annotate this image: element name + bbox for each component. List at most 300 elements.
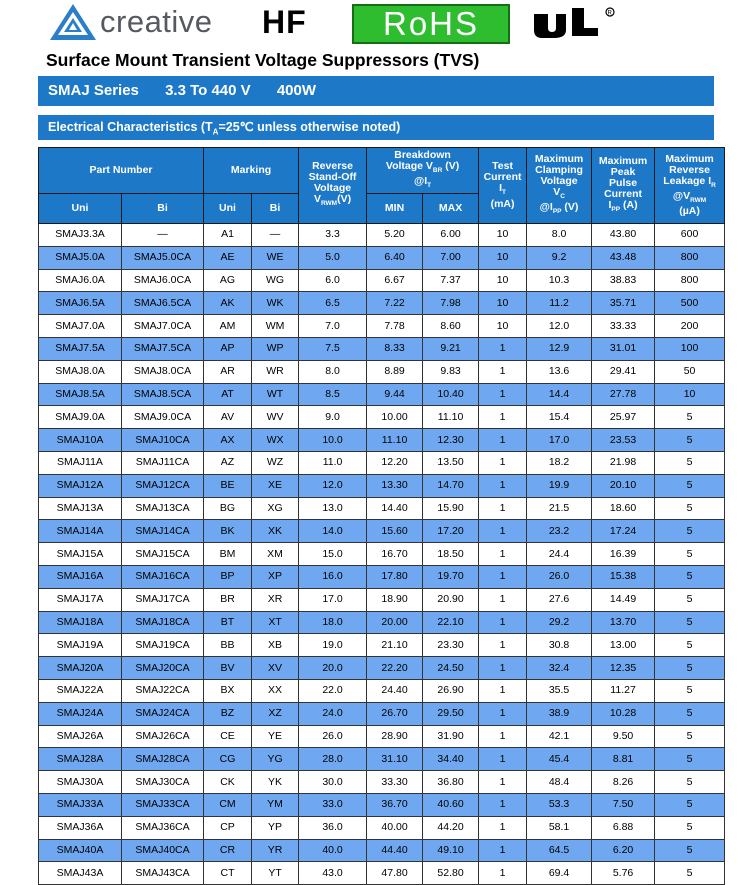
table-cell: 22.0 — [299, 679, 367, 702]
table-cell: SMAJ14A — [39, 520, 122, 543]
table-cell: 5 — [655, 406, 725, 429]
table-cell: 25.97 — [592, 406, 655, 429]
table-cell: 64.5 — [527, 839, 592, 862]
table-row — [39, 406, 725, 429]
table-row — [39, 748, 725, 771]
table-cell: 40.60 — [423, 793, 479, 816]
table-cell: 16.70 — [367, 543, 423, 566]
table-cell: 48.4 — [527, 771, 592, 794]
table-row — [39, 793, 725, 816]
table-cell: 5 — [655, 702, 725, 725]
table-cell: AR — [204, 360, 252, 383]
table-cell: 7.50 — [592, 793, 655, 816]
header-reverse-leakage: Maximum Reverse Leakage $I_R$ $@V_{RWM}$ (µA) — [655, 148, 725, 224]
table-cell: SMAJ3.3A — [39, 224, 122, 247]
table-cell: 14.40 — [367, 497, 423, 520]
table-cell: 15.60 — [367, 520, 423, 543]
table-cell: 29.50 — [423, 702, 479, 725]
table-cell: 8.26 — [592, 771, 655, 794]
table-cell: 45.4 — [527, 748, 592, 771]
table-row — [39, 771, 725, 794]
table-cell: 44.40 — [367, 839, 423, 862]
elec-bar-pre: Electrical Characteristics (T — [48, 120, 213, 134]
table-cell: 10 — [655, 383, 725, 406]
table-cell: 26.90 — [423, 679, 479, 702]
elec-bar-post: =25℃ unless otherwise noted) — [218, 120, 401, 134]
creative-logo-icon — [48, 2, 98, 42]
table-row — [39, 315, 725, 338]
table-cell: XV — [252, 657, 299, 680]
table-cell: 18.0 — [299, 611, 367, 634]
table-cell: SMAJ7.5CA — [122, 337, 204, 360]
table-cell: 10 — [479, 224, 527, 247]
table-cell: 1 — [479, 474, 527, 497]
table-cell: XP — [252, 565, 299, 588]
table-cell: 5 — [655, 771, 725, 794]
ul-mark-icon — [532, 6, 616, 45]
table-cell: AK — [204, 292, 252, 315]
table-cell: SMAJ19A — [39, 634, 122, 657]
table-cell: SMAJ28A — [39, 748, 122, 771]
table-cell: YK — [252, 771, 299, 794]
table-cell: 500 — [655, 292, 725, 315]
table-cell: 53.3 — [527, 793, 592, 816]
table-cell: 11.10 — [367, 429, 423, 452]
table-cell: SMAJ11CA — [122, 451, 204, 474]
elec-bar-sub: A — [212, 127, 219, 137]
table-cell: 27.6 — [527, 588, 592, 611]
header-marking-bi: Bi — [252, 194, 299, 224]
table-cell: 22.20 — [367, 657, 423, 680]
table-cell: SMAJ15CA — [122, 543, 204, 566]
table-cell: 17.80 — [367, 565, 423, 588]
table-row — [39, 657, 725, 680]
table-cell: SMAJ20CA — [122, 657, 204, 680]
table-row — [39, 679, 725, 702]
table-cell: WR — [252, 360, 299, 383]
hf-mark: HF — [262, 4, 307, 40]
table-cell: 200 — [655, 315, 725, 338]
table-cell: 13.6 — [527, 360, 592, 383]
table-cell: SMAJ24A — [39, 702, 122, 725]
table-cell: 5 — [655, 793, 725, 816]
table-cell: 12.0 — [299, 474, 367, 497]
header-peak-pulse-current: Maximum Peak Pulse Current $I_{PP}$ (A) — [592, 148, 655, 224]
table-cell: WV — [252, 406, 299, 429]
table-cell: CE — [204, 725, 252, 748]
table-cell: 1 — [479, 816, 527, 839]
table-cell: CR — [204, 839, 252, 862]
table-cell: 49.10 — [423, 839, 479, 862]
header-reverse-standoff: Reverse Stand-Off Voltage $V_{RWM}(V)$ — [299, 148, 367, 224]
table-cell: SMAJ22CA — [122, 679, 204, 702]
table-cell: 5 — [655, 816, 725, 839]
electrical-characteristics-bar — [38, 115, 714, 140]
table-cell: SMAJ16A — [39, 565, 122, 588]
table-cell: SMAJ8.0CA — [122, 360, 204, 383]
table-cell: 13.70 — [592, 611, 655, 634]
table-cell: SMAJ15A — [39, 543, 122, 566]
table-cell: 50 — [655, 360, 725, 383]
table-cell: 13.50 — [423, 451, 479, 474]
table-cell: 31.10 — [367, 748, 423, 771]
table-cell: SMAJ17CA — [122, 588, 204, 611]
table-cell: 10.0 — [299, 429, 367, 452]
table-cell: SMAJ30A — [39, 771, 122, 794]
table-cell: SMAJ5.0CA — [122, 246, 204, 269]
table-cell: CM — [204, 793, 252, 816]
table-cell: SMAJ36A — [39, 816, 122, 839]
table-cell: 5 — [655, 565, 725, 588]
table-cell: 6.67 — [367, 269, 423, 292]
table-cell: 36.70 — [367, 793, 423, 816]
table-cell: XB — [252, 634, 299, 657]
header-marking-uni: Uni — [204, 194, 252, 224]
table-cell: 15.4 — [527, 406, 592, 429]
table-row — [39, 543, 725, 566]
table-cell: XE — [252, 474, 299, 497]
table-cell: 8.81 — [592, 748, 655, 771]
table-cell: BG — [204, 497, 252, 520]
table-cell: 14.4 — [527, 383, 592, 406]
table-cell: 1 — [479, 360, 527, 383]
table-cell: 11.27 — [592, 679, 655, 702]
table-cell: 24.50 — [423, 657, 479, 680]
table-cell: CP — [204, 816, 252, 839]
table-cell: 1 — [479, 839, 527, 862]
table-cell: 1 — [479, 429, 527, 452]
table-cell: 29.2 — [527, 611, 592, 634]
table-cell: 7.5 — [299, 337, 367, 360]
creative-logo — [48, 0, 213, 44]
table-cell: AP — [204, 337, 252, 360]
table-cell: 12.30 — [423, 429, 479, 452]
table-cell: 23.30 — [423, 634, 479, 657]
table-cell: 23.2 — [527, 520, 592, 543]
table-cell: 6.0 — [299, 269, 367, 292]
table-cell: 17.0 — [299, 588, 367, 611]
table-cell: 5 — [655, 634, 725, 657]
table-cell: 1 — [479, 771, 527, 794]
table-cell: 9.44 — [367, 383, 423, 406]
table-cell: WM — [252, 315, 299, 338]
table-row — [39, 224, 725, 247]
table-cell: 47.80 — [367, 862, 423, 885]
table-cell: 11.2 — [527, 292, 592, 315]
table-cell: 1 — [479, 520, 527, 543]
table-cell: — — [122, 224, 204, 247]
table-cell: SMAJ8.0A — [39, 360, 122, 383]
table-cell: SMAJ20A — [39, 657, 122, 680]
table-cell: 8.0 — [299, 360, 367, 383]
table-cell: 8.0 — [527, 224, 592, 247]
table-cell: 1 — [479, 337, 527, 360]
table-cell: 26.0 — [299, 725, 367, 748]
table-cell: SMAJ10A — [39, 429, 122, 452]
table-cell: 100 — [655, 337, 725, 360]
table-cell: 15.38 — [592, 565, 655, 588]
table-cell: 12.20 — [367, 451, 423, 474]
table-cell: 5 — [655, 611, 725, 634]
table-cell: XG — [252, 497, 299, 520]
table-cell: 27.78 — [592, 383, 655, 406]
header-max: MAX — [423, 194, 479, 224]
table-cell: 1 — [479, 657, 527, 680]
table-cell: SMAJ40CA — [122, 839, 204, 862]
table-cell: 6.5 — [299, 292, 367, 315]
table-cell: SMAJ11A — [39, 451, 122, 474]
table-cell: XT — [252, 611, 299, 634]
table-cell: 5.76 — [592, 862, 655, 885]
table-cell: 44.20 — [423, 816, 479, 839]
table-cell: BR — [204, 588, 252, 611]
table-cell: 12.0 — [527, 315, 592, 338]
table-cell: XZ — [252, 702, 299, 725]
table-cell: 10.40 — [423, 383, 479, 406]
table-cell: 5 — [655, 543, 725, 566]
table-cell: YM — [252, 793, 299, 816]
table-cell: SMAJ26A — [39, 725, 122, 748]
table-cell: 1 — [479, 634, 527, 657]
table-cell: 1 — [479, 383, 527, 406]
table-cell: 5 — [655, 679, 725, 702]
table-cell: YG — [252, 748, 299, 771]
table-cell: 17.0 — [527, 429, 592, 452]
table-cell: 28.0 — [299, 748, 367, 771]
table-cell: XX — [252, 679, 299, 702]
table-cell: 6.00 — [423, 224, 479, 247]
table-cell: 8.5 — [299, 383, 367, 406]
table-cell: 33.33 — [592, 315, 655, 338]
table-cell: BT — [204, 611, 252, 634]
table-cell: 7.0 — [299, 315, 367, 338]
table-cell: 69.4 — [527, 862, 592, 885]
table-cell: WT — [252, 383, 299, 406]
table-cell: 30.0 — [299, 771, 367, 794]
table-cell: 18.2 — [527, 451, 592, 474]
table-cell: YR — [252, 839, 299, 862]
table-cell: 24.4 — [527, 543, 592, 566]
table-cell: BM — [204, 543, 252, 566]
table-cell: 58.1 — [527, 816, 592, 839]
table-row — [39, 474, 725, 497]
table-cell: 29.41 — [592, 360, 655, 383]
table-row — [39, 497, 725, 520]
svg-text:R: R — [607, 10, 612, 17]
table-cell: 14.0 — [299, 520, 367, 543]
table-cell: SMAJ18A — [39, 611, 122, 634]
table-cell: XR — [252, 588, 299, 611]
table-cell: 5 — [655, 657, 725, 680]
table-cell: 7.37 — [423, 269, 479, 292]
table-row — [39, 269, 725, 292]
table-cell: 800 — [655, 269, 725, 292]
header-uni: Uni — [39, 194, 122, 224]
table-row — [39, 520, 725, 543]
table-cell: SMAJ7.5A — [39, 337, 122, 360]
table-cell: 21.10 — [367, 634, 423, 657]
table-cell: 1 — [479, 611, 527, 634]
table-cell: AG — [204, 269, 252, 292]
table-cell: 15.0 — [299, 543, 367, 566]
table-cell: 5 — [655, 474, 725, 497]
table-cell: SMAJ12A — [39, 474, 122, 497]
table-cell: SMAJ18CA — [122, 611, 204, 634]
table-cell: SMAJ33A — [39, 793, 122, 816]
series-power: 400W — [276, 82, 317, 99]
table-cell: 26.70 — [367, 702, 423, 725]
table-cell: 5.0 — [299, 246, 367, 269]
table-cell: CK — [204, 771, 252, 794]
table-cell: 21.5 — [527, 497, 592, 520]
table-cell: 20.0 — [299, 657, 367, 680]
table-cell: 19.9 — [527, 474, 592, 497]
table-row — [39, 725, 725, 748]
table-cell: 30.8 — [527, 634, 592, 657]
page-title: Surface Mount Transient Voltage Suppressors (TVS) — [46, 50, 480, 70]
table-cell: 5 — [655, 429, 725, 452]
table-cell: SMAJ9.0CA — [122, 406, 204, 429]
table-row — [39, 360, 725, 383]
table-cell: WK — [252, 292, 299, 315]
table-cell: SMAJ24CA — [122, 702, 204, 725]
table-cell: SMAJ26CA — [122, 725, 204, 748]
table-cell: SMAJ14CA — [122, 520, 204, 543]
table-row — [39, 816, 725, 839]
table-cell: 17.20 — [423, 520, 479, 543]
table-cell: AM — [204, 315, 252, 338]
table-cell: 40.0 — [299, 839, 367, 862]
table-cell: SMAJ10CA — [122, 429, 204, 452]
table-cell: 1 — [479, 565, 527, 588]
table-cell: 15.90 — [423, 497, 479, 520]
table-cell: SMAJ6.0CA — [122, 269, 204, 292]
table-cell: SMAJ7.0A — [39, 315, 122, 338]
table-cell: 11.10 — [423, 406, 479, 429]
table-cell: SMAJ5.0A — [39, 246, 122, 269]
table-cell: 5 — [655, 588, 725, 611]
table-cell: 36.80 — [423, 771, 479, 794]
table-cell: — — [252, 224, 299, 247]
table-cell: AT — [204, 383, 252, 406]
table-cell: SMAJ16CA — [122, 565, 204, 588]
table-cell: 6.40 — [367, 246, 423, 269]
table-cell: SMAJ7.0CA — [122, 315, 204, 338]
table-row — [39, 383, 725, 406]
header-bi: Bi — [122, 194, 204, 224]
table-cell: 35.5 — [527, 679, 592, 702]
table-cell: 19.70 — [423, 565, 479, 588]
table-cell: 5.20 — [367, 224, 423, 247]
series-voltage: 3.3 To 440 V — [165, 82, 251, 99]
table-cell: 23.53 — [592, 429, 655, 452]
table-cell: 20.10 — [592, 474, 655, 497]
table-cell: WZ — [252, 451, 299, 474]
table-cell: YE — [252, 725, 299, 748]
header-part-number: Part Number — [39, 148, 204, 194]
table-cell: 52.80 — [423, 862, 479, 885]
table-cell: 38.83 — [592, 269, 655, 292]
table-cell: 1 — [479, 543, 527, 566]
table-cell: 8.89 — [367, 360, 423, 383]
table-cell: 12.35 — [592, 657, 655, 680]
table-cell: 13.0 — [299, 497, 367, 520]
table-cell: 8.60 — [423, 315, 479, 338]
table-cell: 800 — [655, 246, 725, 269]
table-cell: 600 — [655, 224, 725, 247]
electrical-characteristics-table — [38, 147, 725, 885]
table-cell: 9.83 — [423, 360, 479, 383]
table-row — [39, 702, 725, 725]
table-cell: AX — [204, 429, 252, 452]
table-cell: 33.30 — [367, 771, 423, 794]
table-cell: 5 — [655, 497, 725, 520]
table-cell: 38.9 — [527, 702, 592, 725]
table-cell: BV — [204, 657, 252, 680]
table-cell: 1 — [479, 497, 527, 520]
table-cell: SMAJ9.0A — [39, 406, 122, 429]
table-row — [39, 246, 725, 269]
header-clamping-voltage: Maximum Clamping Voltage $V_C$ $@I_{PP}$ (V) — [527, 148, 592, 224]
table-cell: 21.98 — [592, 451, 655, 474]
table-cell: BE — [204, 474, 252, 497]
table-cell: 43.0 — [299, 862, 367, 885]
table-cell: 10 — [479, 292, 527, 315]
table-cell: 42.1 — [527, 725, 592, 748]
header-marking: Marking — [204, 148, 299, 194]
table-cell: 5 — [655, 520, 725, 543]
table-cell: SMAJ6.5CA — [122, 292, 204, 315]
table-cell: 1 — [479, 679, 527, 702]
table-cell: 28.90 — [367, 725, 423, 748]
table-cell: 7.22 — [367, 292, 423, 315]
table-cell: 35.71 — [592, 292, 655, 315]
table-cell: AZ — [204, 451, 252, 474]
table-cell: 24.40 — [367, 679, 423, 702]
table-cell: 7.78 — [367, 315, 423, 338]
table-cell: BX — [204, 679, 252, 702]
table-cell: 10.00 — [367, 406, 423, 429]
table-cell: 26.0 — [527, 565, 592, 588]
table-cell: 22.10 — [423, 611, 479, 634]
table-cell: 16.0 — [299, 565, 367, 588]
table-cell: SMAJ30CA — [122, 771, 204, 794]
header-test-current: Test Current $I_T$ (mA) — [479, 148, 527, 224]
table-row — [39, 862, 725, 885]
table-row — [39, 839, 725, 862]
brand-name: creative — [100, 4, 213, 39]
header-breakdown-voltage: Breakdown Voltage $V_{BR}$ (V) $@I_T$ — [367, 148, 479, 194]
table-cell: SMAJ22A — [39, 679, 122, 702]
table-cell: 43.48 — [592, 246, 655, 269]
table-cell: 5 — [655, 839, 725, 862]
table-cell: SMAJ8.5CA — [122, 383, 204, 406]
table-cell: 12.9 — [527, 337, 592, 360]
table-row — [39, 451, 725, 474]
table-cell: 1 — [479, 725, 527, 748]
header-min: MIN — [367, 194, 423, 224]
table-row — [39, 337, 725, 360]
table-row — [39, 429, 725, 452]
table-cell: 7.00 — [423, 246, 479, 269]
table-cell: 13.30 — [367, 474, 423, 497]
table-cell: WE — [252, 246, 299, 269]
table-cell: 7.98 — [423, 292, 479, 315]
rohs-badge: RoHS — [352, 4, 510, 44]
series-name: SMAJ Series — [48, 82, 139, 99]
table-cell: 20.90 — [423, 588, 479, 611]
table-cell: YP — [252, 816, 299, 839]
